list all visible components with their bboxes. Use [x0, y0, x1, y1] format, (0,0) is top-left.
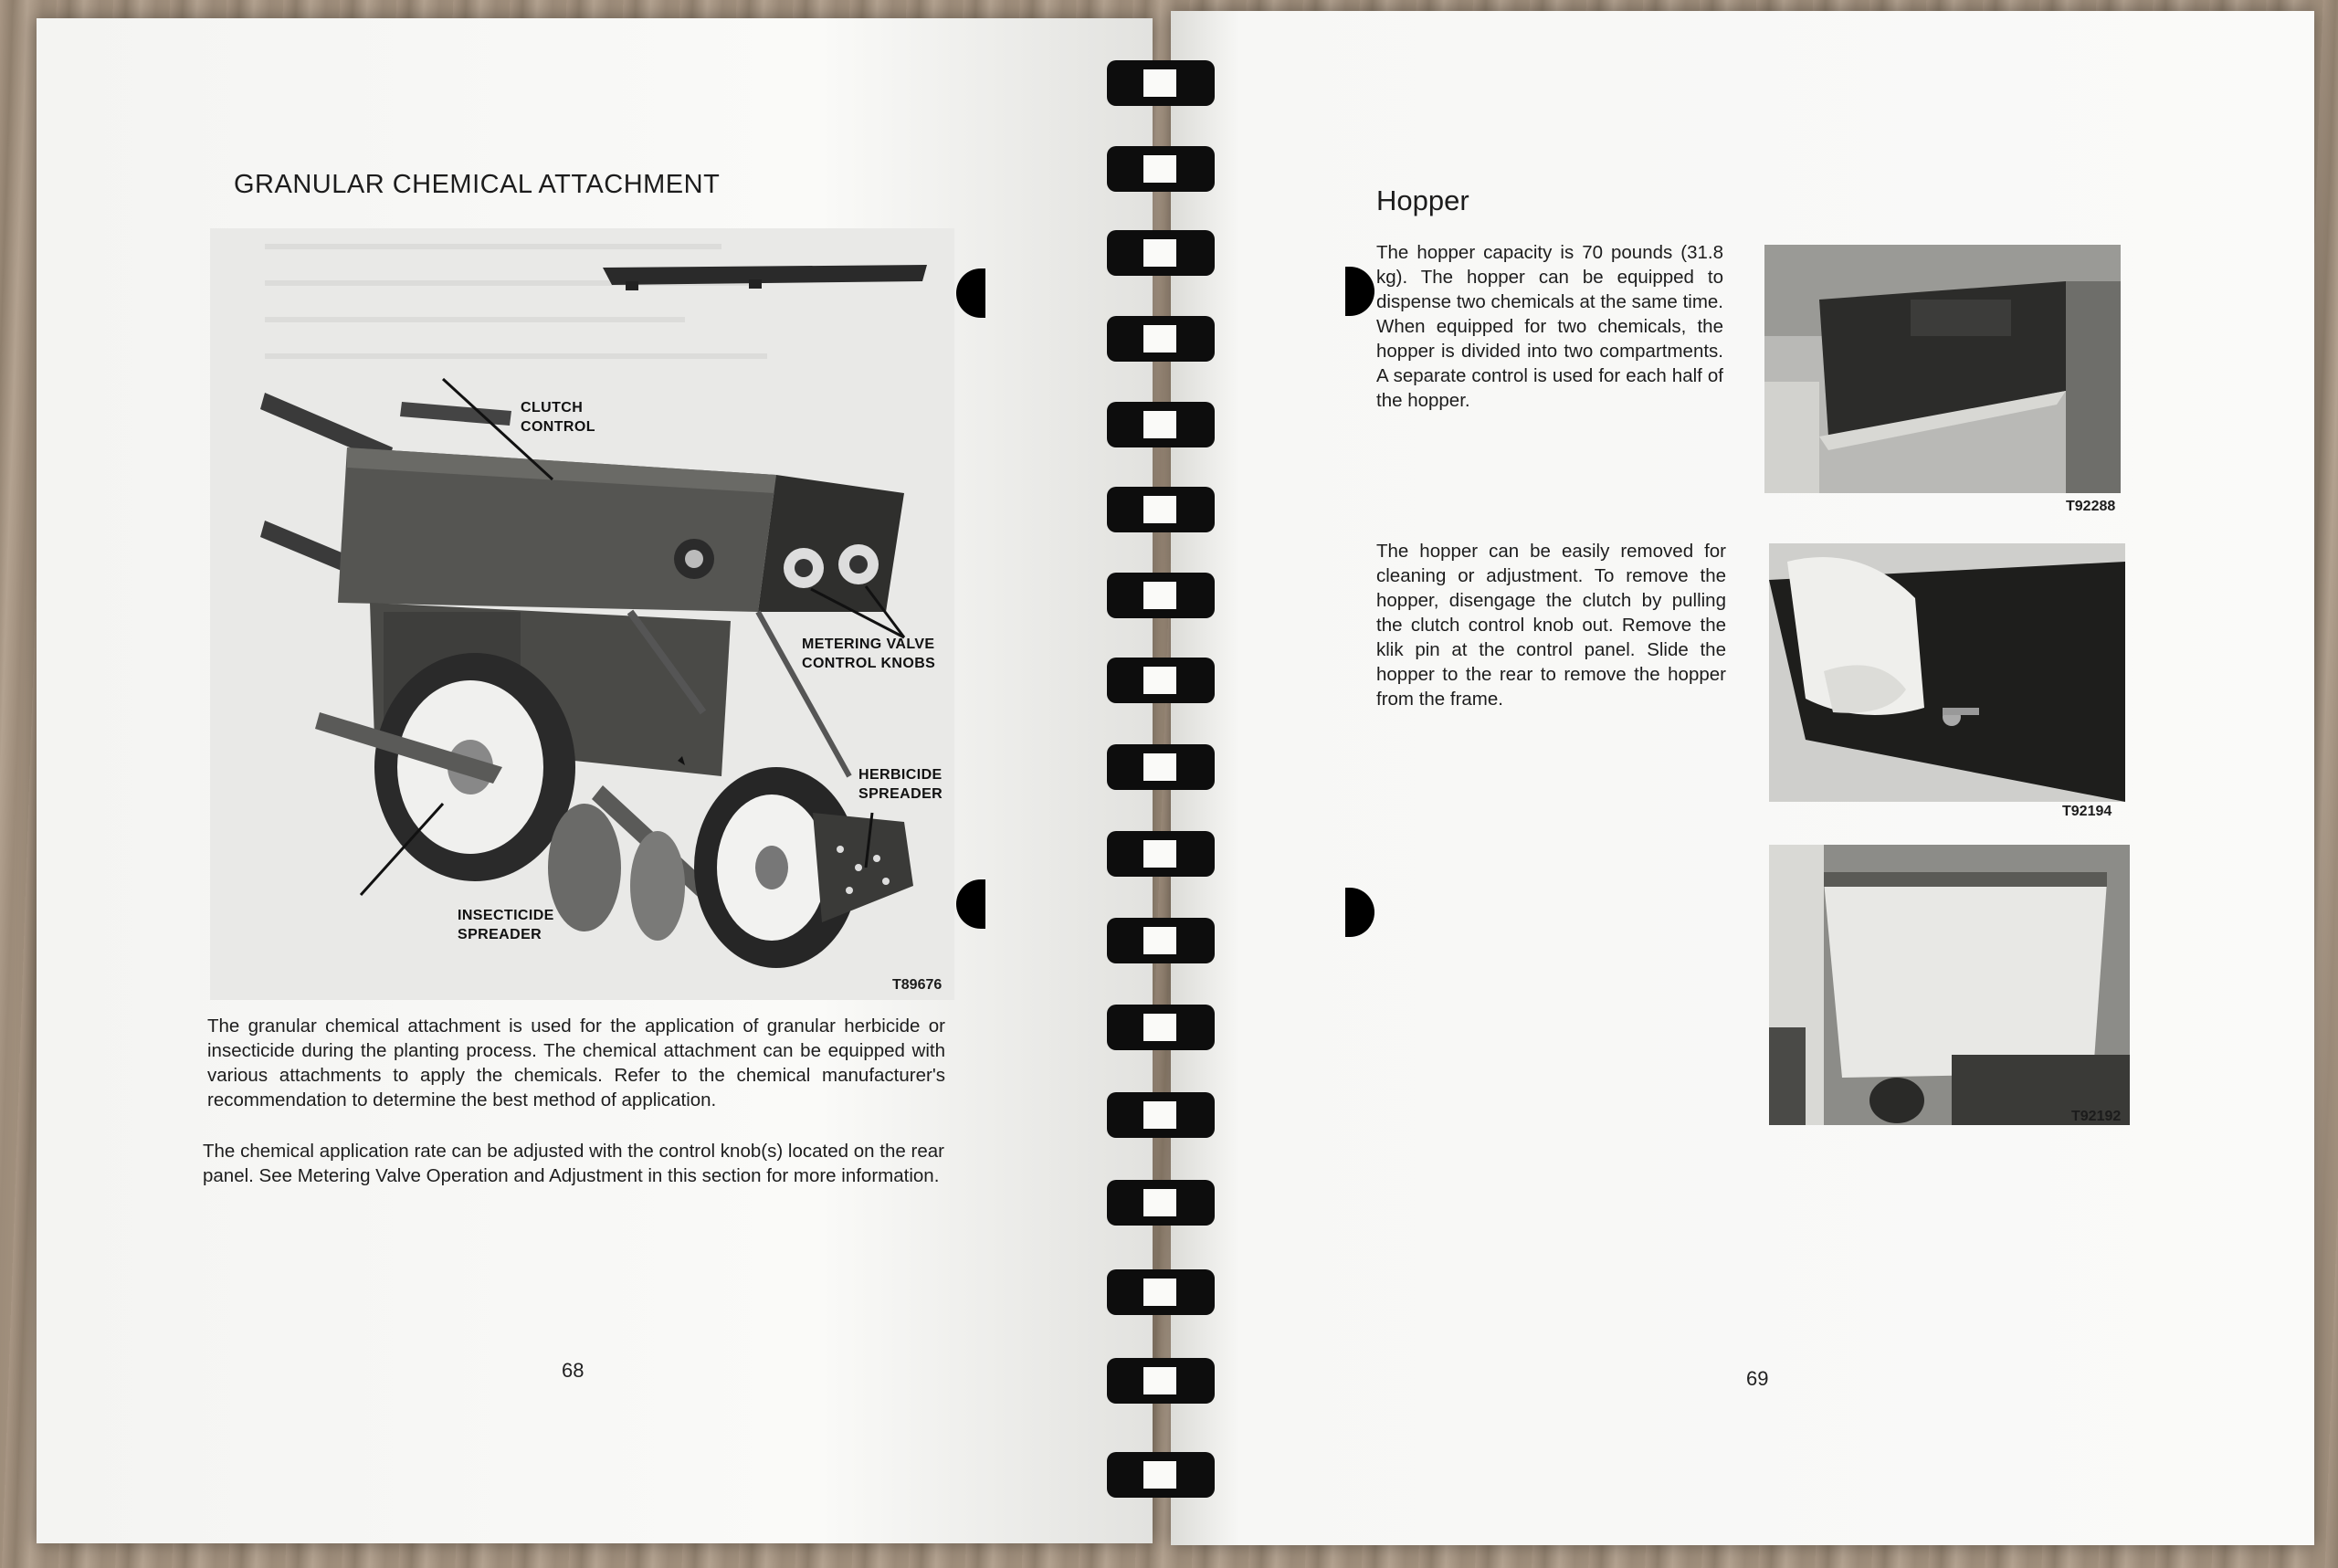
left-paragraph-1: The granular chemical attachment is used for the application of granular herbicide or insecticide during the planting process. The chemical attachment can be equipped with various attachments to apply the chemicals. Refer to the chemical manufacturer's recommendation to determine the best method of application.	[207, 1016, 945, 1110]
photo-3-code: T92192	[2071, 1109, 2122, 1124]
callout-herbicide-spreader: HERBICIDE SPREADER	[858, 767, 943, 802]
left-page-title: GRANULAR CHEMICAL ATTACHMENT	[234, 170, 721, 199]
callout-metering-valve: METERING VALVE CONTROL KNOBS	[802, 637, 936, 671]
granular-chemical-attachment-photo	[210, 228, 954, 1000]
hopper-photo-2	[1769, 543, 2125, 802]
photo-1-code: T92288	[2066, 499, 2116, 514]
right-page-title: Hopper	[1376, 184, 1469, 216]
right-paragraph-1: The hopper capacity is 70 pounds (31.8 kg). The hopper can be equipped to dispense two chemicals at the same time. When equipped for two chemicals, the hopper is divided into two compartments. A separate control is used for each half of the hopper.	[1376, 242, 1723, 411]
right-page	[1171, 11, 2314, 1545]
figure-code: T89676	[892, 977, 943, 993]
right-page-number: 69	[1746, 1367, 1769, 1390]
photo-2-code: T92194	[2062, 804, 2112, 819]
left-paragraph-2: The chemical application rate can be adjusted with the control knob(s) located on the rear panel. See Metering Valve Operation and Adjustment in this section for more information.	[203, 1141, 944, 1186]
hopper-photo-3	[1769, 845, 2130, 1125]
callout-insecticide-spreader: INSECTICIDE SPREADER	[458, 908, 554, 942]
right-paragraph-2: The hopper can be easily removed for cleaning or adjustment. To remove the hopper, disengage the clutch by pulling the clutch control knob out. Remove the klik pin at the control panel. Slide the hopper to the rear to remove the hopper from the frame.	[1376, 541, 1726, 710]
callout-clutch-control: CLUTCH CONTROL	[521, 400, 595, 435]
hopper-photo-1	[1764, 245, 2121, 493]
left-page-number: 68	[562, 1359, 584, 1382]
